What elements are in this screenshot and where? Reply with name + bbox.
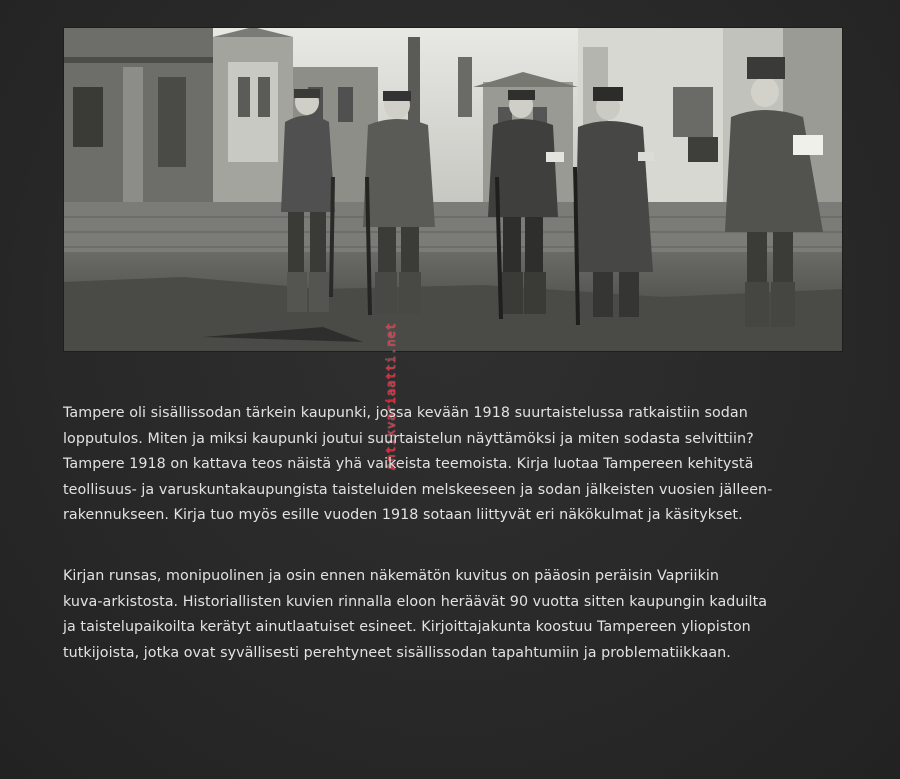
paragraph-gap — [63, 529, 863, 564]
text-line: teollisuus- ja varuskuntakaupungista taisteluiden melskeeseen ja sodan jälkeisten vuosien jälleen- — [63, 481, 773, 498]
text-line: kuva-arkistosta. Historiallisten kuvien rinnalla eloon heräävät 90 vuotta sitten kaupungin kaduilta — [63, 593, 768, 610]
paragraph-2 — [63, 564, 863, 666]
text-line: rakennukseen. Kirja tuo myös esille vuoden 1918 sotaan liittyvät eri näkökulmat ja käsitykset. — [63, 507, 743, 524]
historical-photo-soldiers — [63, 27, 843, 352]
text-line: Tampere 1918 on kattava teos näistä yhä vaikeista teemoista. Kirja luotaa Tampereen kehitystä — [63, 456, 754, 473]
text-line: Kirjan runsas, monipuolinen ja osin ennen näkemätön kuvitus on pääosin peräisin Vapriikin — [63, 567, 720, 584]
watermark-text: Antikvariaatti.net — [384, 321, 398, 470]
text-line: lopputulos. Miten ja miksi kaupunki joutui suurtaistelun näyttämöksi ja miten sodasta selvittiin? — [63, 430, 754, 447]
paragraph-1 — [63, 401, 863, 529]
text-line: Tampere oli sisällissodan tärkein kaupunki, jossa kevään 1918 suurtaistelussa ratkaistiin sodan — [63, 405, 748, 421]
back-cover-blurb — [63, 401, 863, 666]
text-line: ja taistelupaikoilta kerätyt ainutlaatuiset esineet. Kirjoittajakunta koostuu Tampereen yliopiston — [63, 619, 751, 636]
text-line: tutkijoista, jotka ovat syvällisesti perehtyneet sisällissodan tapahtumiin ja problematiikkaan. — [63, 644, 731, 661]
photo-illustration — [63, 27, 843, 352]
